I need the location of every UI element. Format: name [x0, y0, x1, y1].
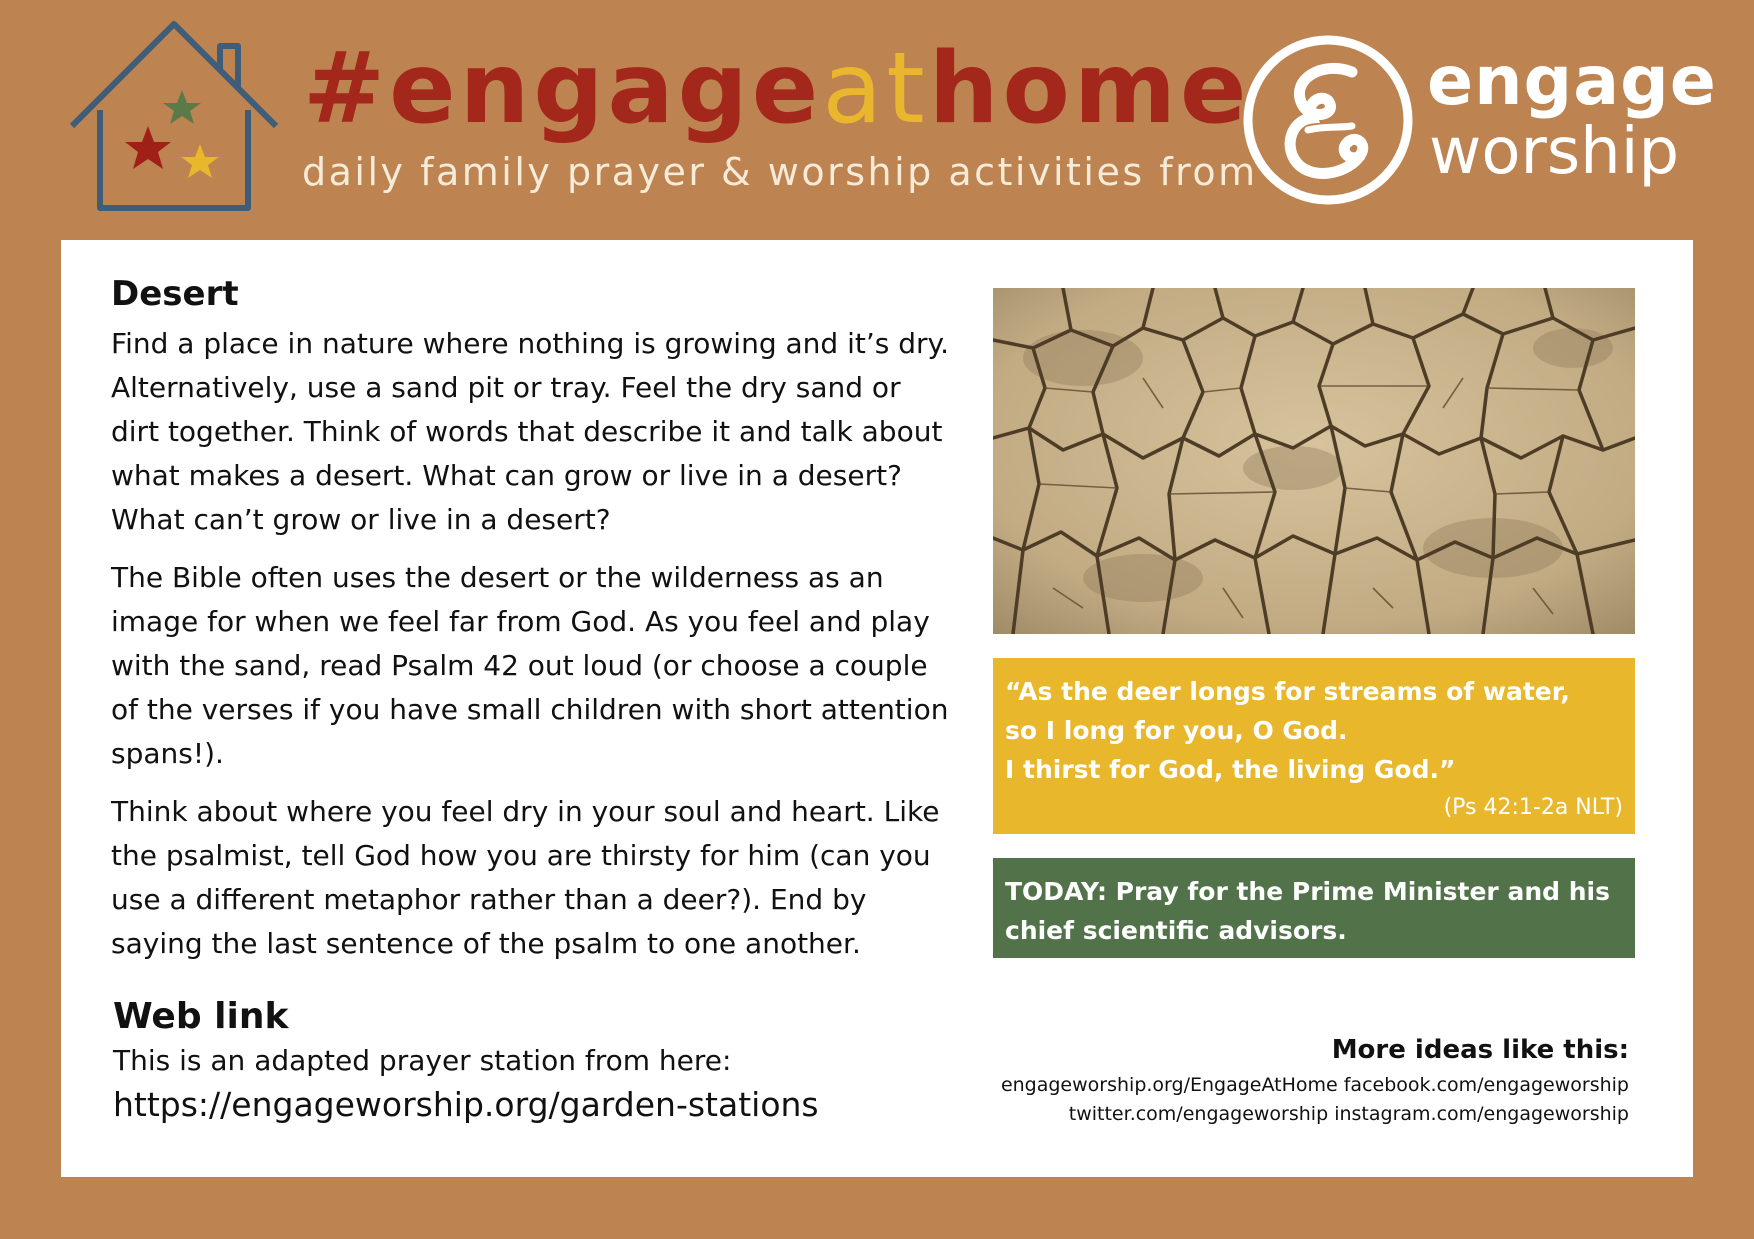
today-prayer-box: TODAY: Pray for the Prime Minister and his chief scientific advisors.: [993, 858, 1635, 958]
more-ideas-links-1[interactable]: engageworship.org/EngageAtHome facebook.com/engageworship: [1000, 1074, 1629, 1096]
more-ideas-title: More ideas like this:: [1331, 1035, 1629, 1065]
brand-title-engage: #engage: [303, 32, 823, 146]
header: [0, 0, 1754, 240]
brand-subtitle: daily family prayer & worship activities from: [302, 150, 1258, 194]
activity-paragraph-2: The Bible often uses the desert or the wilderness as an image for when we feel far from God. As you feel and play with the sand, read Psalm 42 out loud (or choose a couple of the verses if you have small children with short attention spans!).: [111, 561, 949, 770]
scripture-quote-box: [993, 658, 1635, 834]
activity-title: Desert: [111, 274, 239, 314]
logo-text-engage: engage: [1427, 42, 1717, 121]
brand-title: [303, 32, 1251, 146]
brand-title-at: at: [822, 32, 929, 146]
cracked-earth-photo: [993, 288, 1635, 634]
engage-worship-e-logo-icon: [1242, 34, 1414, 206]
weblink-text: This is an adapted prayer station from here:: [113, 1044, 732, 1077]
quote-line-2: so I long for you, O God.: [1005, 716, 1348, 745]
house-logo-icon: [70, 18, 285, 218]
quote-line-3: I thirst for God, the living God.”: [1005, 755, 1456, 784]
weblink-url[interactable]: https://engageworship.org/garden-stations: [113, 1085, 819, 1124]
logo-text-worship: worship: [1429, 115, 1680, 189]
more-ideas: [1001, 1035, 1629, 1129]
activity-paragraph-3: Think about where you feel dry in your soul and heart. Like the psalmist, tell God how you are thirsty for him (can you use a different metaphor rather than a deer?). End by saying the last sentence of the psalm to one another.: [111, 795, 940, 960]
quote-reference: (Ps 42:1-2a NLT): [1443, 795, 1623, 820]
brand-title-home: home: [928, 32, 1251, 146]
activity-paragraph-1: Find a place in nature where nothing is growing and it’s dry. Alternatively, use a sand pit or tray. Feel the dry sand or dirt together. Think of words that describe it and talk about what makes a desert. What can grow or live in a desert? What can’t grow or live in a desert?: [111, 327, 949, 536]
activity-card: [61, 240, 1693, 1177]
quote-line-1: “As the deer longs for streams of water,: [1005, 677, 1570, 706]
more-ideas-links-2[interactable]: twitter.com/engageworship instagram.com/engageworship: [1068, 1103, 1629, 1125]
weblink-title: Web link: [113, 996, 289, 1037]
activity-column: [111, 274, 951, 1124]
